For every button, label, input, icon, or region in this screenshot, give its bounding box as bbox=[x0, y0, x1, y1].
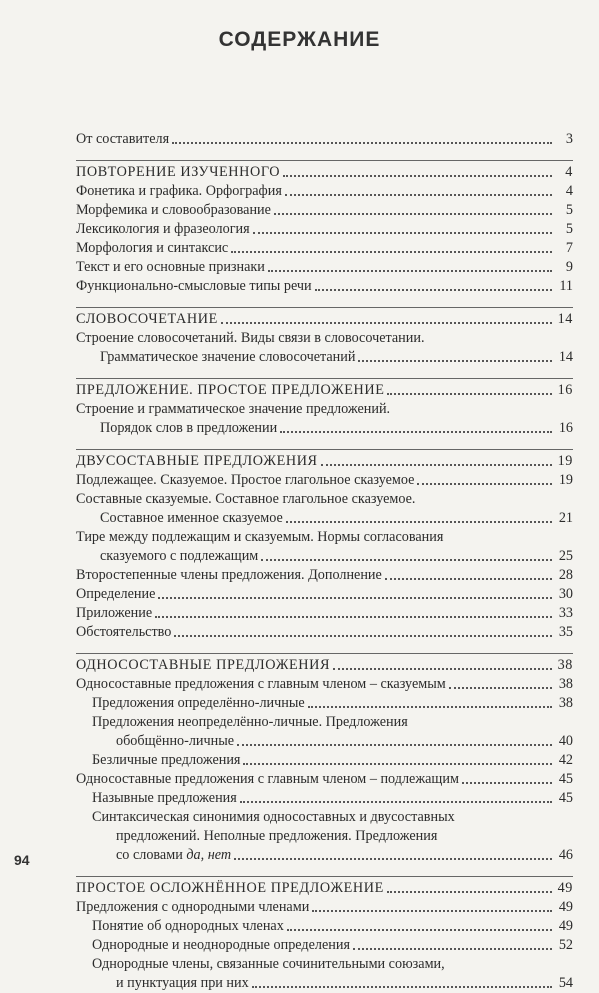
toc-entry-title: предложений. Неполные предложения. Предложения bbox=[116, 828, 438, 844]
toc-entry-page: 5 bbox=[565, 202, 573, 218]
toc-entry[interactable] bbox=[76, 898, 573, 917]
toc-entry-title: обобщённо-личные bbox=[116, 733, 235, 749]
toc-section-heading[interactable] bbox=[76, 307, 573, 329]
toc-entry-page: 11 bbox=[559, 278, 573, 294]
toc-entry-title: Предложения определённо-личные bbox=[92, 695, 305, 711]
page-heading: СОДЕРЖАНИЕ bbox=[218, 28, 381, 51]
toc-section-heading[interactable] bbox=[76, 449, 573, 471]
toc-entry-page: 38 bbox=[557, 657, 573, 673]
dot-leader bbox=[234, 858, 552, 860]
toc-entry-title: Обстоятельство bbox=[76, 624, 172, 640]
toc-entry-title: и пунктуация при них bbox=[116, 975, 249, 991]
toc-entry-page: 54 bbox=[558, 975, 573, 991]
toc-entry-title: Однородные и неоднородные определения bbox=[92, 937, 351, 953]
toc-entry-title: Подлежащее. Сказуемое. Простое глагольное сказуемое bbox=[76, 472, 415, 488]
toc-entry-title: Безличные предложения bbox=[92, 752, 241, 768]
toc-entry-page: 4 bbox=[565, 164, 573, 180]
dot-leader bbox=[221, 322, 552, 324]
dot-leader bbox=[172, 142, 552, 144]
toc-entry[interactable] bbox=[76, 917, 573, 936]
dot-leader bbox=[261, 559, 552, 561]
dot-leader bbox=[237, 744, 552, 746]
toc-entry-title: Фонетика и графика. Орфография bbox=[76, 183, 282, 199]
dot-leader bbox=[387, 891, 552, 893]
toc-entry-line[interactable]: Составные сказуемые. Составное глагольное сказуемое. bbox=[76, 491, 416, 507]
toc-entry-page: 21 bbox=[558, 510, 573, 526]
toc-entry-page: 14 bbox=[558, 349, 573, 365]
toc-section-heading[interactable] bbox=[76, 653, 573, 675]
dot-leader bbox=[449, 687, 552, 689]
toc-section-heading[interactable] bbox=[76, 876, 573, 898]
toc-entry[interactable] bbox=[76, 604, 573, 623]
dot-leader bbox=[280, 431, 552, 433]
dot-leader bbox=[231, 251, 552, 253]
toc-entry-page: 38 bbox=[558, 695, 573, 711]
toc-entry-title: От составителя bbox=[76, 131, 170, 147]
dot-leader bbox=[308, 706, 552, 708]
toc-entry-title: Предложения с однородными членами bbox=[76, 899, 310, 915]
dot-leader bbox=[252, 986, 552, 988]
dot-leader bbox=[268, 270, 552, 272]
toc-entry[interactable] bbox=[76, 789, 573, 808]
dot-leader bbox=[462, 782, 552, 784]
toc-entry-page: 49 bbox=[558, 899, 573, 915]
toc-entry-page: 52 bbox=[558, 937, 573, 953]
toc-entry[interactable] bbox=[76, 348, 573, 367]
toc-entry-title: ПРЕДЛОЖЕНИЕ. ПРОСТОЕ ПРЕДЛОЖЕНИЕ bbox=[76, 382, 385, 398]
toc-entry[interactable] bbox=[76, 770, 573, 789]
dot-leader bbox=[353, 948, 552, 950]
dot-leader bbox=[315, 289, 552, 291]
dot-leader bbox=[174, 635, 552, 637]
toc-entry-title: Понятие об однородных членах bbox=[92, 918, 284, 934]
toc-entry-page: 45 bbox=[558, 790, 573, 806]
toc-entry-page: 42 bbox=[558, 752, 573, 768]
toc-entry-title: Односоставные предложения с главным членом – подлежащим bbox=[76, 771, 459, 787]
toc-entry[interactable] bbox=[76, 585, 573, 604]
toc-entry-title: СЛОВОСОЧЕТАНИЕ bbox=[76, 311, 218, 327]
toc-entry-title: Грамматическое значение словосочетаний bbox=[100, 349, 356, 365]
toc-entry-title: ПРОСТОЕ ОСЛОЖНЁННОЕ ПРЕДЛОЖЕНИЕ bbox=[76, 880, 384, 896]
toc-entry-line[interactable]: Однородные члены, связанные сочинительными союзами, bbox=[92, 956, 445, 972]
toc-entry-page: 7 bbox=[565, 240, 573, 256]
dot-leader bbox=[321, 464, 552, 466]
dot-leader bbox=[243, 763, 552, 765]
table-of-contents bbox=[76, 130, 573, 993]
toc-entry[interactable] bbox=[76, 277, 573, 296]
toc-entry-title: Определение bbox=[76, 586, 156, 602]
dot-leader bbox=[155, 616, 552, 618]
dot-leader bbox=[385, 578, 552, 580]
toc-entry-page: 45 bbox=[558, 771, 573, 787]
page-number: 94 bbox=[14, 852, 30, 868]
dot-leader bbox=[240, 801, 552, 803]
dot-leader bbox=[358, 360, 552, 362]
toc-entry-title: Морфемика и словообразование bbox=[76, 202, 271, 218]
toc-section-heading[interactable] bbox=[76, 160, 573, 182]
dot-leader bbox=[253, 232, 552, 234]
dot-leader bbox=[286, 521, 552, 523]
toc-entry[interactable] bbox=[76, 846, 573, 865]
toc-entry[interactable] bbox=[76, 566, 573, 585]
toc-entry-page: 49 bbox=[557, 880, 573, 896]
toc-entry-page: 33 bbox=[558, 605, 573, 621]
toc-entry-page: 19 bbox=[557, 453, 573, 469]
toc-entry[interactable] bbox=[76, 547, 573, 566]
toc-entry[interactable] bbox=[76, 732, 573, 751]
toc-entry-page: 3 bbox=[565, 131, 573, 147]
toc-entry[interactable] bbox=[76, 509, 573, 528]
toc-entry-line[interactable]: Строение и грамматическое значение предложений. bbox=[76, 401, 391, 417]
toc-entry[interactable] bbox=[76, 419, 573, 438]
toc-entry-line[interactable]: Синтаксическая синонимия односоставных и двусоставных bbox=[92, 809, 455, 825]
toc-entry[interactable] bbox=[76, 239, 573, 258]
dot-leader bbox=[333, 668, 552, 670]
toc-entry-title: Лексикология и фразеология bbox=[76, 221, 250, 237]
toc-entry-page: 19 bbox=[558, 472, 573, 488]
toc-section-heading[interactable] bbox=[76, 378, 573, 400]
dot-leader bbox=[387, 393, 552, 395]
toc-entry-title: ДВУСОСТАВНЫЕ ПРЕДЛОЖЕНИЯ bbox=[76, 453, 318, 469]
toc-entry-page: 4 bbox=[565, 183, 573, 199]
dot-leader bbox=[287, 929, 552, 931]
toc-entry-title: Составное именное сказуемое bbox=[100, 510, 283, 526]
dot-leader bbox=[274, 213, 552, 215]
toc-entry-page: 40 bbox=[558, 733, 573, 749]
toc-entry-title: Функционально-смысловые типы речи bbox=[76, 278, 312, 294]
toc-entry-text: со словами bbox=[116, 847, 187, 863]
toc-entry-title: ОДНОСОСТАВНЫЕ ПРЕДЛОЖЕНИЯ bbox=[76, 657, 331, 673]
dot-leader bbox=[312, 910, 552, 912]
toc-entry-title: Односоставные предложения с главным членом – сказуемым bbox=[76, 676, 446, 692]
toc-entry[interactable] bbox=[76, 751, 573, 770]
toc-entry[interactable] bbox=[76, 471, 573, 490]
toc-entry-line[interactable]: Предложения неопределённо-личные. Предложения bbox=[92, 714, 408, 730]
toc-entry-title: Назывные предложения bbox=[92, 790, 237, 806]
toc-entry-page: 25 bbox=[558, 548, 573, 564]
toc-entry-title: Приложение bbox=[76, 605, 153, 621]
toc-entry-title bbox=[92, 846, 234, 865]
toc-entry-page: 46 bbox=[558, 847, 573, 863]
toc-entry-title: Текст и его основные признаки bbox=[76, 259, 265, 275]
toc-entry-page: 35 bbox=[558, 624, 573, 640]
dot-leader bbox=[283, 175, 552, 177]
toc-entry-line[interactable]: Тире между подлежащим и сказуемым. Нормы согласования bbox=[76, 529, 444, 545]
toc-entry[interactable] bbox=[76, 258, 573, 277]
toc-entry[interactable] bbox=[76, 675, 573, 694]
dot-leader bbox=[158, 597, 552, 599]
toc-entry[interactable] bbox=[76, 936, 573, 955]
toc-entry[interactable] bbox=[76, 201, 573, 220]
toc-entry-line[interactable] bbox=[76, 827, 573, 846]
toc-entry-page: 49 bbox=[558, 918, 573, 934]
toc-entry[interactable] bbox=[76, 623, 573, 642]
toc-entry-line[interactable]: Строение словосочетаний. Виды связи в словосочетании. bbox=[76, 330, 425, 346]
toc-entry-page: 5 bbox=[565, 221, 573, 237]
dot-leader bbox=[417, 483, 552, 485]
toc-entry-page: 16 bbox=[557, 382, 573, 398]
toc-entry-page: 14 bbox=[557, 311, 573, 327]
toc-entry-page: 9 bbox=[565, 259, 573, 275]
toc-entry-italic-words: да, нет bbox=[186, 847, 232, 863]
toc-entry-title: Морфология и синтаксис bbox=[76, 240, 229, 256]
toc-entry-page: 30 bbox=[558, 586, 573, 602]
toc-entry[interactable] bbox=[76, 974, 573, 993]
toc-entry[interactable] bbox=[76, 694, 573, 713]
toc-entry[interactable] bbox=[76, 182, 573, 201]
toc-entry-page: 28 bbox=[558, 567, 573, 583]
dot-leader bbox=[285, 194, 552, 196]
toc-entry-title: Второстепенные члены предложения. Дополнение bbox=[76, 567, 382, 583]
toc-entry-title: ПОВТОРЕНИЕ ИЗУЧЕННОГО bbox=[76, 164, 281, 180]
toc-entry[interactable] bbox=[76, 220, 573, 239]
toc-entry-title: сказуемого с подлежащим bbox=[100, 548, 259, 564]
toc-entry-title: Порядок слов в предложении bbox=[100, 420, 278, 436]
toc-entry-page: 16 bbox=[558, 420, 573, 436]
toc-entry-page: 38 bbox=[558, 676, 573, 692]
toc-entry[interactable] bbox=[76, 130, 573, 149]
